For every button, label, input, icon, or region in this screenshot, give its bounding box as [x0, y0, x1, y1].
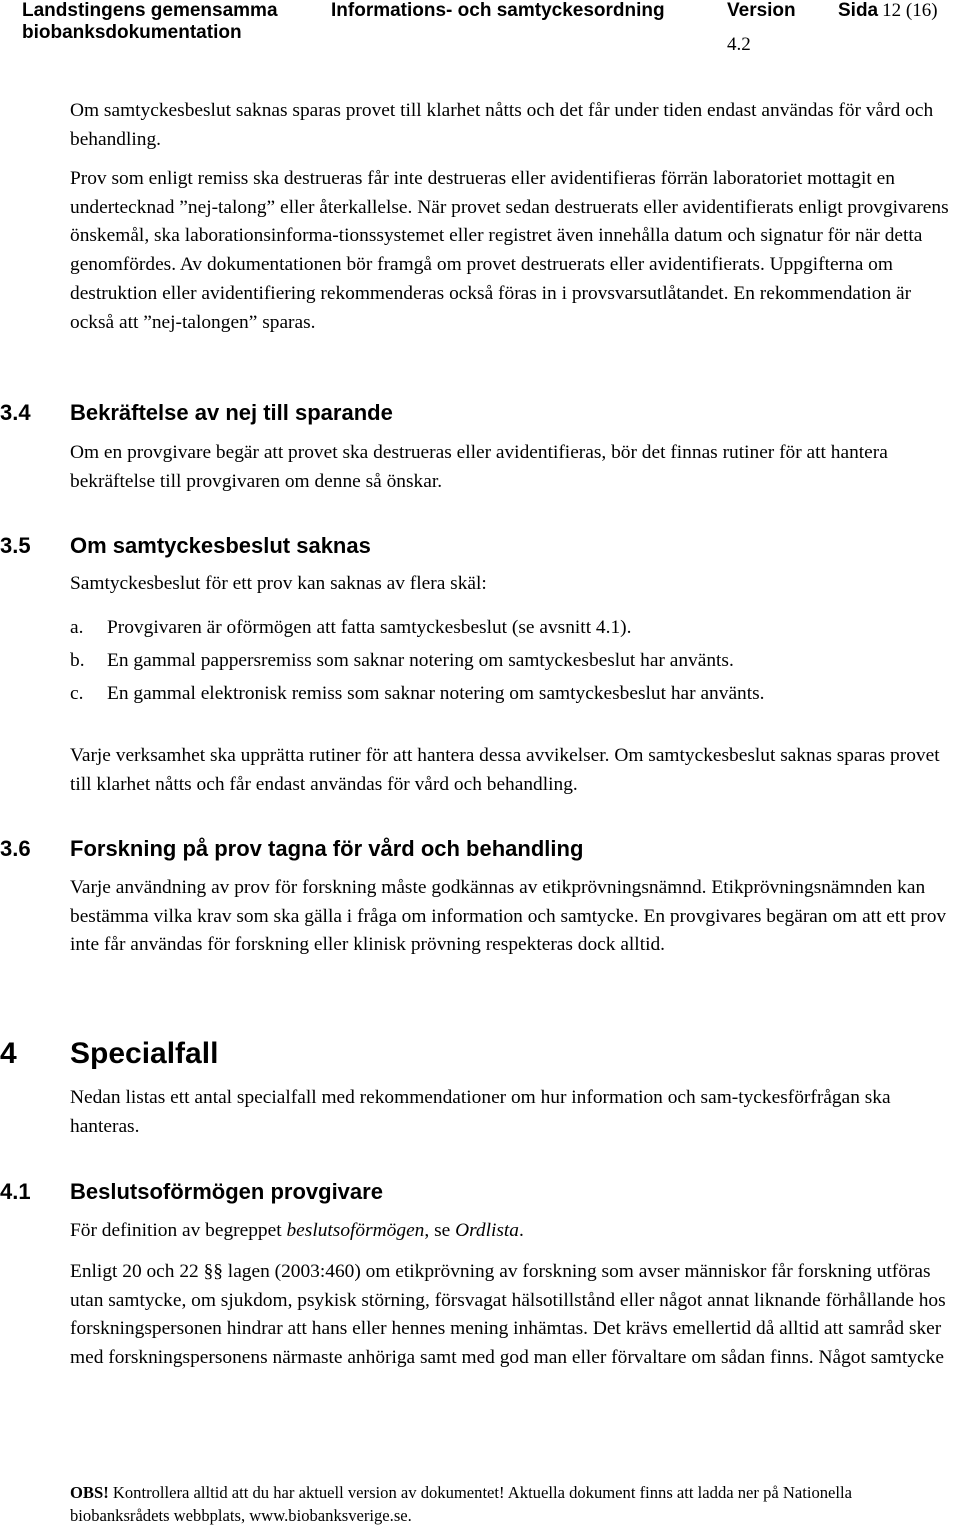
header-org-line2: biobanksdokumentation	[22, 22, 242, 43]
definition-reference: Ordlista	[455, 1220, 520, 1241]
header-page-number: 12 (16)	[882, 0, 938, 21]
section-4-1-title: Beslutsoförmögen provgivare	[70, 1179, 383, 1204]
section-4-title: Specialfall	[70, 1037, 219, 1070]
list-item-text: En gammal elektronisk remiss som saknar notering om samtyckesbeslut har använts.	[107, 683, 765, 704]
definition-term: beslutsoförmögen	[286, 1220, 425, 1241]
list-item-text: Provgivaren är oförmögen att fatta samtyckesbeslut (se avsnitt 4.1).	[107, 617, 632, 638]
paragraph-destruction: Prov som enligt remiss ska destrueras får inte destrueras eller avidentifieras förrän laboratoriet mottagit en undertecknad ”nej-talong” eller återkallelse. När provet sedan destruerats eller avidentifierats enligt provgivarens önskemål, ska laborationsinforma-tionssystemet eller registret även innehålla datum och signatur för när detta genomfördes. Av dokumentationen bör framgå om provet destruerats eller avidentifierats. Uppgifterna om destruktion eller avidentifiering rekommenderas också föras in i provsvarsutlåtandet. En rekommendation är också att ”nej-talongen” sparas.	[70, 168, 949, 333]
footer-obs-label: OBS!	[70, 1483, 109, 1502]
section-3-6-title: Forskning på prov tagna för vård och behandling	[70, 836, 584, 861]
list-item	[70, 647, 907, 676]
header-page-label: Sida	[838, 0, 879, 21]
header-doc-title: Informations- och samtyckesordning	[331, 0, 665, 21]
header-version-number: 4.2	[727, 34, 751, 55]
list-item-letter: c.	[70, 683, 84, 704]
section-3-4-number: 3.4	[0, 400, 31, 425]
section-3-4-title: Bekräftelse av nej till sparande	[70, 400, 393, 425]
paragraph-sample-storage: Om samtyckesbeslut saknas sparas provet till klarhet nåtts och det får under tiden endast användas för vård och behandling.	[70, 100, 934, 150]
section-3-5-title: Om samtyckesbeslut saknas	[70, 533, 371, 558]
definition-suffix: .	[519, 1220, 524, 1241]
section-3-5-number: 3.5	[0, 533, 31, 558]
list-item-text: En gammal pappersremiss som saknar notering om samtyckesbeslut har använts.	[107, 650, 734, 671]
section-4-text: Nedan listas ett antal specialfall med rekommendationer om hur information och sam-tyckesförfrågan ska hanteras.	[70, 1087, 891, 1137]
definition-prefix: För definition av begreppet	[70, 1220, 287, 1241]
list-item	[70, 680, 867, 709]
section-4-1-definition	[70, 1217, 950, 1246]
definition-middle: , se	[424, 1220, 456, 1241]
header-page	[838, 0, 938, 22]
section-4-number: 4	[0, 1037, 17, 1070]
section-3-5-intro: Samtyckesbeslut för ett prov kan saknas av flera skäl:	[70, 573, 487, 594]
list-item	[70, 614, 907, 643]
section-4-1-number: 4.1	[0, 1179, 31, 1204]
header-version-label: Version	[727, 0, 796, 21]
footer-notice	[70, 1481, 950, 1527]
section-3-4-text: Om en provgivare begär att provet ska destrueras eller avidentifieras, bör det finnas rutiner för att hantera bekräftelse till provgivaren om denne så önskar.	[70, 442, 888, 492]
section-3-6-number: 3.6	[0, 836, 31, 861]
section-3-6-text: Varje användning av prov för forskning måste godkännas av etikprövningsnämnd. Etikprövningsnämnden kan bestämma vilka krav som ska gälla i fråga om information och samtycke. En provgivares begäran om att ett prov inte får användas för forskning eller klinisk prövning respekteras dock alltid.	[70, 877, 947, 956]
list-item-letter: b.	[70, 650, 85, 671]
list-item-letter: a.	[70, 617, 84, 638]
footer-text: Kontrollera alltid att du har aktuell version av dokumentet! Aktuella dokument finns att ladda ner på Nationella biobanksrådets webbplats, www.biobanksverige.se.	[70, 1483, 853, 1525]
section-4-1-text: Enligt 20 och 22 §§ lagen (2003:460) om etikprövning av forskning som avser människor får forskning utföras utan samtycke, om sjukdom, psykisk störning, försvagat hälsotillstånd eller något annat liknande förhållande hos forskningspersonen hindrar att hans eller hennes mening inhämtas. Det krävs emellertid då alltid att samråd sker med forskningspersonens närmaste anhöriga samt med god man eller förvaltare om sådan finns. Något samtycke	[70, 1261, 946, 1369]
section-3-5-outro: Varje verksamhet ska upprätta rutiner för att hantera dessa avvikelser. Om samtyckesbeslut saknas sparas provet till klarhet nåtts och får endast användas för vård och behandling.	[70, 745, 940, 795]
header-org-line1: Landstingens gemensamma	[22, 0, 278, 21]
